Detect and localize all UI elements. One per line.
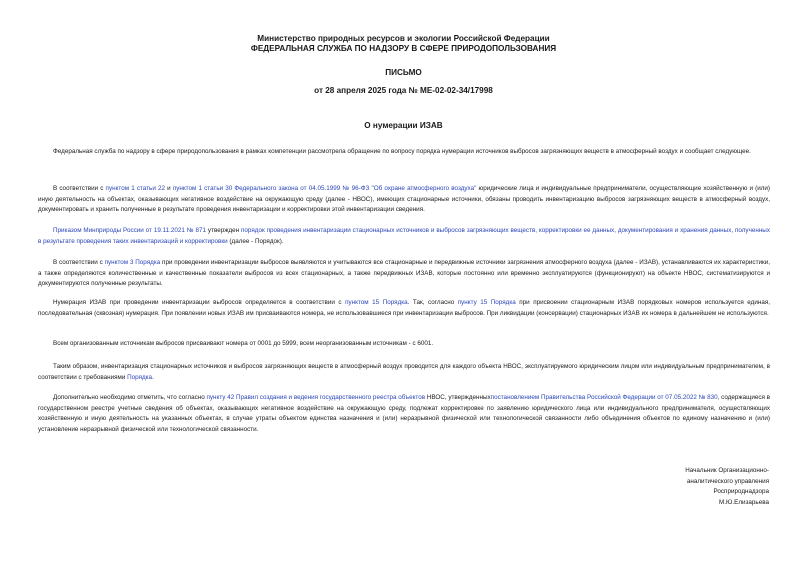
link-procedure[interactable]: Порядка — [127, 373, 153, 381]
paragraph-text: при проведении инвентаризации выбросов выявляются и учитываются все стационарные и передвижные источники загрязнения атмосферного воздуха (далее - ИЗАВ), устанавливаются их характеристики, а также определяются количественные и качественные показатели выбросов из всех стационарных, а также передвижных ИЗАВ, которые постоянно или временно эксплуатируются (функционируют) на объекте НВОС, систематизируются и документируются полученные результаты. — [38, 259, 770, 287]
paragraph-text: Всем организованным источникам выбросов присваивают номера от 0001 до 5999, всем неорганизованным источникам - с 6001. — [53, 340, 434, 347]
paragraph-8 — [38, 393, 770, 435]
paragraph-text: (далее - Порядок). — [227, 237, 284, 245]
paragraph-text: утвержден — [206, 227, 242, 234]
paragraph-text: . Так, согласно — [407, 299, 458, 306]
letterhead — [0, 34, 807, 54]
link-government-decree-830[interactable]: постановлением Правительства Российской Федерации от 07.05.2022 № 830 — [490, 394, 718, 401]
link-law-article-22[interactable]: пунктом 1 статьи 22 — [105, 185, 165, 192]
paragraph-text: . — [152, 373, 154, 381]
document-subject: О нумерации ИЗАВ — [364, 121, 443, 130]
paragraph-text: юридические лица и индивидуальные предприниматели, осуществляющие хозяйственную и (или) иную деятельность на объектах, оказывающих негативное воздействие на окружающую среду (далее - НВОС), имеющих стационарные источники, обязаны проводить инвентаризацию выбросов загрязняющих веществ в атмосферный воздух, документировать и хранить полученные в результате проведения инвентаризации и корректировки этой инвентаризации сведения. — [38, 185, 771, 213]
link-law-96fz-article-30[interactable]: пунктом 1 статьи 30 Федерального закона от 04.05.1999 № 96-ФЗ "Об охране атмосферного воздуха" — [172, 185, 477, 192]
paragraph-4 — [38, 258, 770, 290]
paragraph-text: В соответствии с — [53, 185, 106, 192]
link-registry-rules-item-42[interactable]: пункту 42 Правил создания и ведения государственного реестра объектов — [206, 394, 426, 401]
paragraph-6 — [38, 339, 770, 350]
paragraph-1 — [38, 147, 770, 158]
document-type: ПИСЬМО — [385, 68, 422, 77]
link-procedure-item-15[interactable]: пунктом 15 Порядка — [345, 299, 408, 306]
paragraph-text: В соответствии с — [53, 259, 105, 266]
paragraph-text: Таким образом, инвентаризация стационарных источников и выбросов загрязняющих веществ в атмосферный воздух проводится для каждого объекта НВОС, эксплуатируемого юридическим лицом или индивидуальным предпринимателем, в соответствии с требованиями — [38, 363, 770, 381]
paragraph-text: Федеральная служба по надзору в сфере природопользования в рамках компетенции рассмотрела обращение по вопросу порядка нумерации источников выбросов загрязняющих веществ в атмосферный воздух и сообщает следующее. — [53, 148, 751, 155]
signer-position-line2: аналитического управления — [686, 477, 769, 485]
link-inventory-procedure[interactable]: порядок проведения инвентаризации стационарных источников и выбросов загрязняющих веществ, корректировки ее данных, документирования и хранения данных, полученных в результате проведения таких инвентаризаций и корректировки — [38, 227, 770, 245]
signer-position-line1: Начальник Организационно- — [685, 467, 769, 474]
paragraph-3 — [38, 226, 770, 247]
link-procedure-item-3[interactable]: пунктом 3 Порядка — [104, 259, 161, 266]
link-procedure-item-15-second[interactable]: пункту 15 Порядка — [457, 299, 516, 306]
paragraph-text: Дополнительно необходимо отметить, что согласно — [53, 394, 207, 401]
signature-block — [685, 466, 769, 508]
paragraph-text: , содержащиеся в государственном реестре учетные сведения об объектах, оказывающих негативное воздействие на окружающую среду, подлежат корректировке по заявлению юридического лица или индивидуального предпринимателя, осуществляющих хозяйственную и иную деятельность на указанных объектах, в случае утраты объектом единства назначения и (или) неразрывной физической или технологической связанности либо объединения объектов по единому назначению и (или) установление неразрывной физической или технологической связанности. — [38, 394, 771, 433]
paragraph-2 — [38, 184, 770, 216]
paragraph-text: Нумерация ИЗАВ при проведении инвентаризации выбросов определяется в соответствии с — [53, 299, 346, 306]
paragraph-7 — [38, 362, 770, 383]
paragraph-text: при присвоении стационарным ИЗАВ порядковых номеров используется единая, последовательная (сквозная) нумерация. При появлении новых ИЗАВ им присваиваются номера, не использовавшиеся при инвентаризации выбросов. При ликвидации (консервации) стационарных ИЗАВ их номера в дальнейшем не используются. — [38, 299, 770, 317]
paragraph-text: НВОС, утвержденных — [425, 394, 491, 401]
signer-name: М.Ю.Елизарьева — [719, 498, 769, 506]
ministry-name: Министерство природных ресурсов и экологии Российской Федерации — [257, 34, 550, 43]
link-order-871[interactable]: Приказом Минприроды России от 19.11.2021 № 871 — [53, 227, 207, 234]
paragraph-text: и — [165, 185, 173, 192]
signer-organization: Росприроднадзора — [713, 488, 769, 495]
service-name: ФЕДЕРАЛЬНАЯ СЛУЖБА ПО НАДЗОРУ В СФЕРЕ ПРИРОДОПОЛЬЗОВАНИЯ — [250, 44, 557, 53]
document-date-number: от 28 апреля 2025 года № МЕ-02-02-34/17998 — [314, 86, 493, 95]
paragraph-5 — [38, 298, 770, 319]
